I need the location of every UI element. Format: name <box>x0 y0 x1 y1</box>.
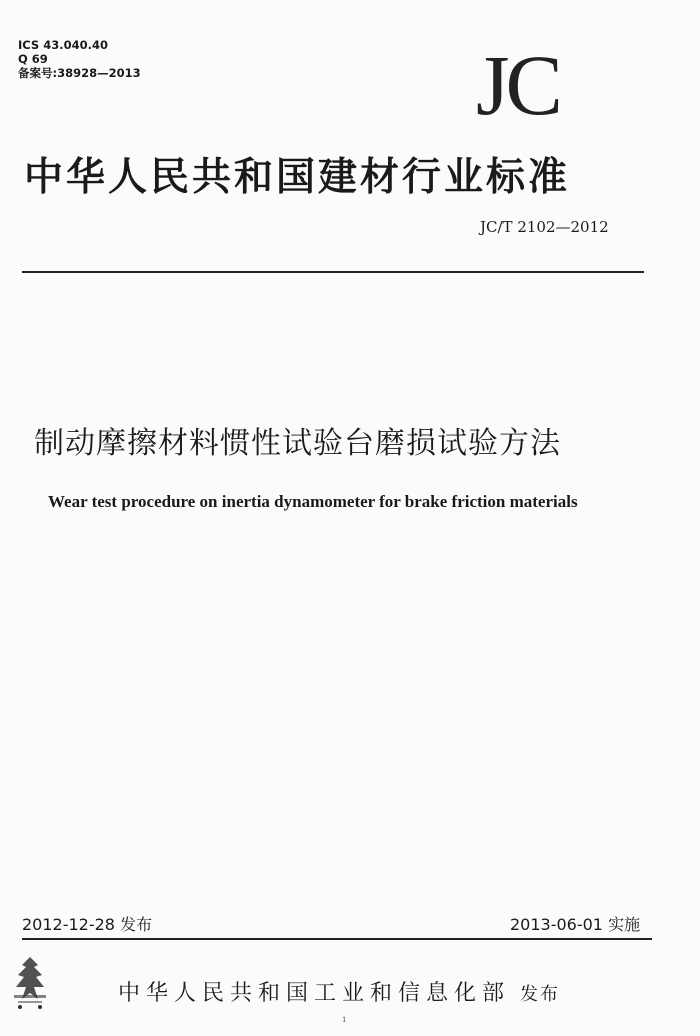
filing-number: 备案号:38928—2013 <box>18 66 141 80</box>
title-chinese: 制动摩擦材料惯性试验台磨损试验方法 <box>34 426 561 461</box>
page-number: 1 <box>342 1016 347 1024</box>
title-english: Wear test procedure on inertia dynamometer for brake friction materials <box>48 492 578 511</box>
publish-date: 2012-12-28 发布 <box>22 915 153 934</box>
org-title: 中华人民共和国建材行业标准 <box>24 154 571 200</box>
ccs-code: Q 69 <box>18 52 48 66</box>
issuer-verb: 发布 <box>520 984 560 1005</box>
seal-emblem-icon <box>8 955 52 1013</box>
ics-code: ICS 43.040.40 <box>18 38 108 52</box>
header-divider <box>22 271 644 273</box>
effective-date: 2013-06-01 实施 <box>510 915 641 934</box>
footer-divider <box>22 938 652 940</box>
issuer-name: 中华人民共和国工业和信息化部 <box>118 981 511 1006</box>
standard-code: JC/T 2102—2012 <box>480 218 609 236</box>
jc-logo: JC <box>476 37 559 133</box>
